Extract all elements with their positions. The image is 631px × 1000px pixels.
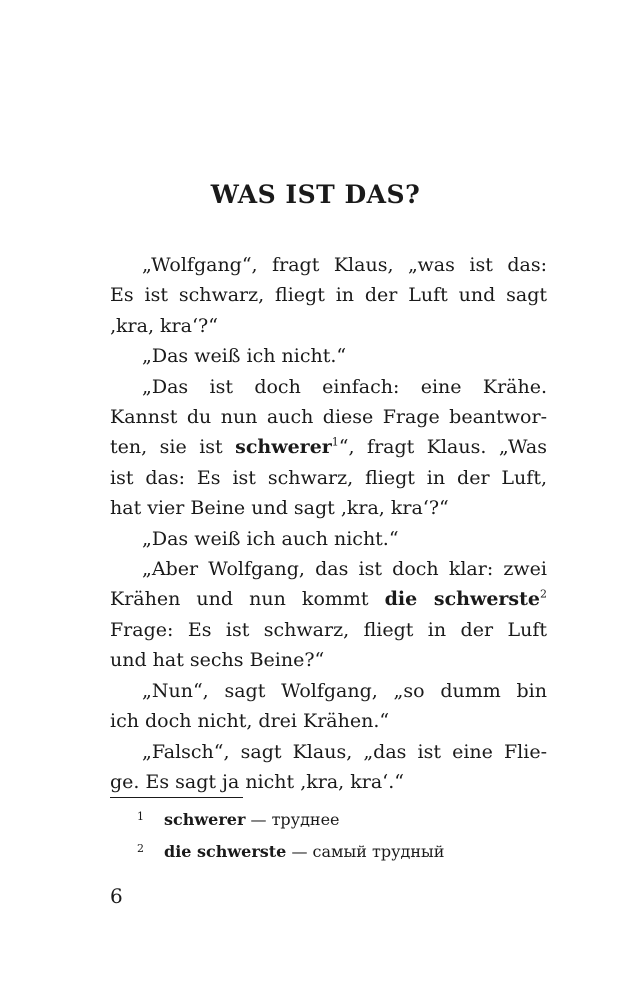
paragraph xyxy=(110,372,547,524)
footnote-2 xyxy=(137,842,444,861)
text-line: Kannst du nun auch diese Frage beantwor- xyxy=(110,406,547,429)
text-line: „Aber Wolfgang, das ist doch klar: zwei xyxy=(142,558,547,581)
text-line: Krähen und nun kommt die schwerste$^2$ xyxy=(110,588,547,611)
paragraph xyxy=(110,737,547,798)
paragraph xyxy=(110,524,547,554)
footnote-term: schwerer xyxy=(164,810,246,829)
story-text xyxy=(110,250,547,797)
chapter-title: WAS IST DAS? xyxy=(210,180,421,209)
paragraph xyxy=(110,250,547,341)
text-line: ten, sie ist schwerer$^1$“, fragt Klaus. „Was xyxy=(110,436,547,459)
footnote-translation: самый трудный xyxy=(312,842,445,861)
glossary-term: schwerer xyxy=(235,436,332,459)
text-line: „Wolfgang“, fragt Klaus, „was ist das: xyxy=(142,254,547,276)
footnote-dash: — xyxy=(291,842,308,861)
text-line: „Falsch“, sagt Klaus, „das ist eine Flie- xyxy=(142,740,547,763)
page-number: 6 xyxy=(110,884,123,908)
footnote-ref: 1 xyxy=(331,436,339,450)
footnote-translation: труднее xyxy=(271,810,340,829)
footnote-1 xyxy=(137,810,340,829)
text-line: Es ist schwarz, fliegt in der Luft und sagt xyxy=(110,284,547,307)
text-line: „Das weiß ich nicht.“ xyxy=(142,345,347,368)
text-line: ist das: Es ist schwarz, fliegt in der Luft, xyxy=(110,466,547,489)
text-line: Frage: Es ist schwarz, fliegt in der Luft xyxy=(110,618,547,641)
paragraph xyxy=(110,554,547,676)
text-line: und hat sechs Beine?“ xyxy=(110,649,325,672)
text-line: ge. Es sagt ja nicht ‚kra, kra‘.“ xyxy=(110,770,404,793)
text-line: ‚kra, kra‘?“ xyxy=(110,314,218,337)
text-line: „Nun“, sagt Wolfgang, „so dumm bin xyxy=(142,679,547,702)
glossary-term: die schwerste xyxy=(384,588,540,611)
footnote-ref: 2 xyxy=(540,588,547,602)
footnote-number: 2 xyxy=(137,842,144,855)
paragraph xyxy=(110,341,547,371)
paragraph xyxy=(110,676,547,737)
text-line: hat vier Beine und sagt ‚kra, kra‘?“ xyxy=(110,497,449,520)
footnote-number: 1 xyxy=(137,810,144,823)
text-line: „Das ist doch einfach: eine Krähe. xyxy=(142,375,547,398)
text-line: „Das weiß ich auch nicht.“ xyxy=(142,527,399,550)
footnote-divider xyxy=(110,797,243,798)
text-line: ich doch nicht, drei Krähen.“ xyxy=(110,710,390,733)
footnote-dash: — xyxy=(250,810,267,829)
footnote-term: die schwerste xyxy=(164,842,287,861)
